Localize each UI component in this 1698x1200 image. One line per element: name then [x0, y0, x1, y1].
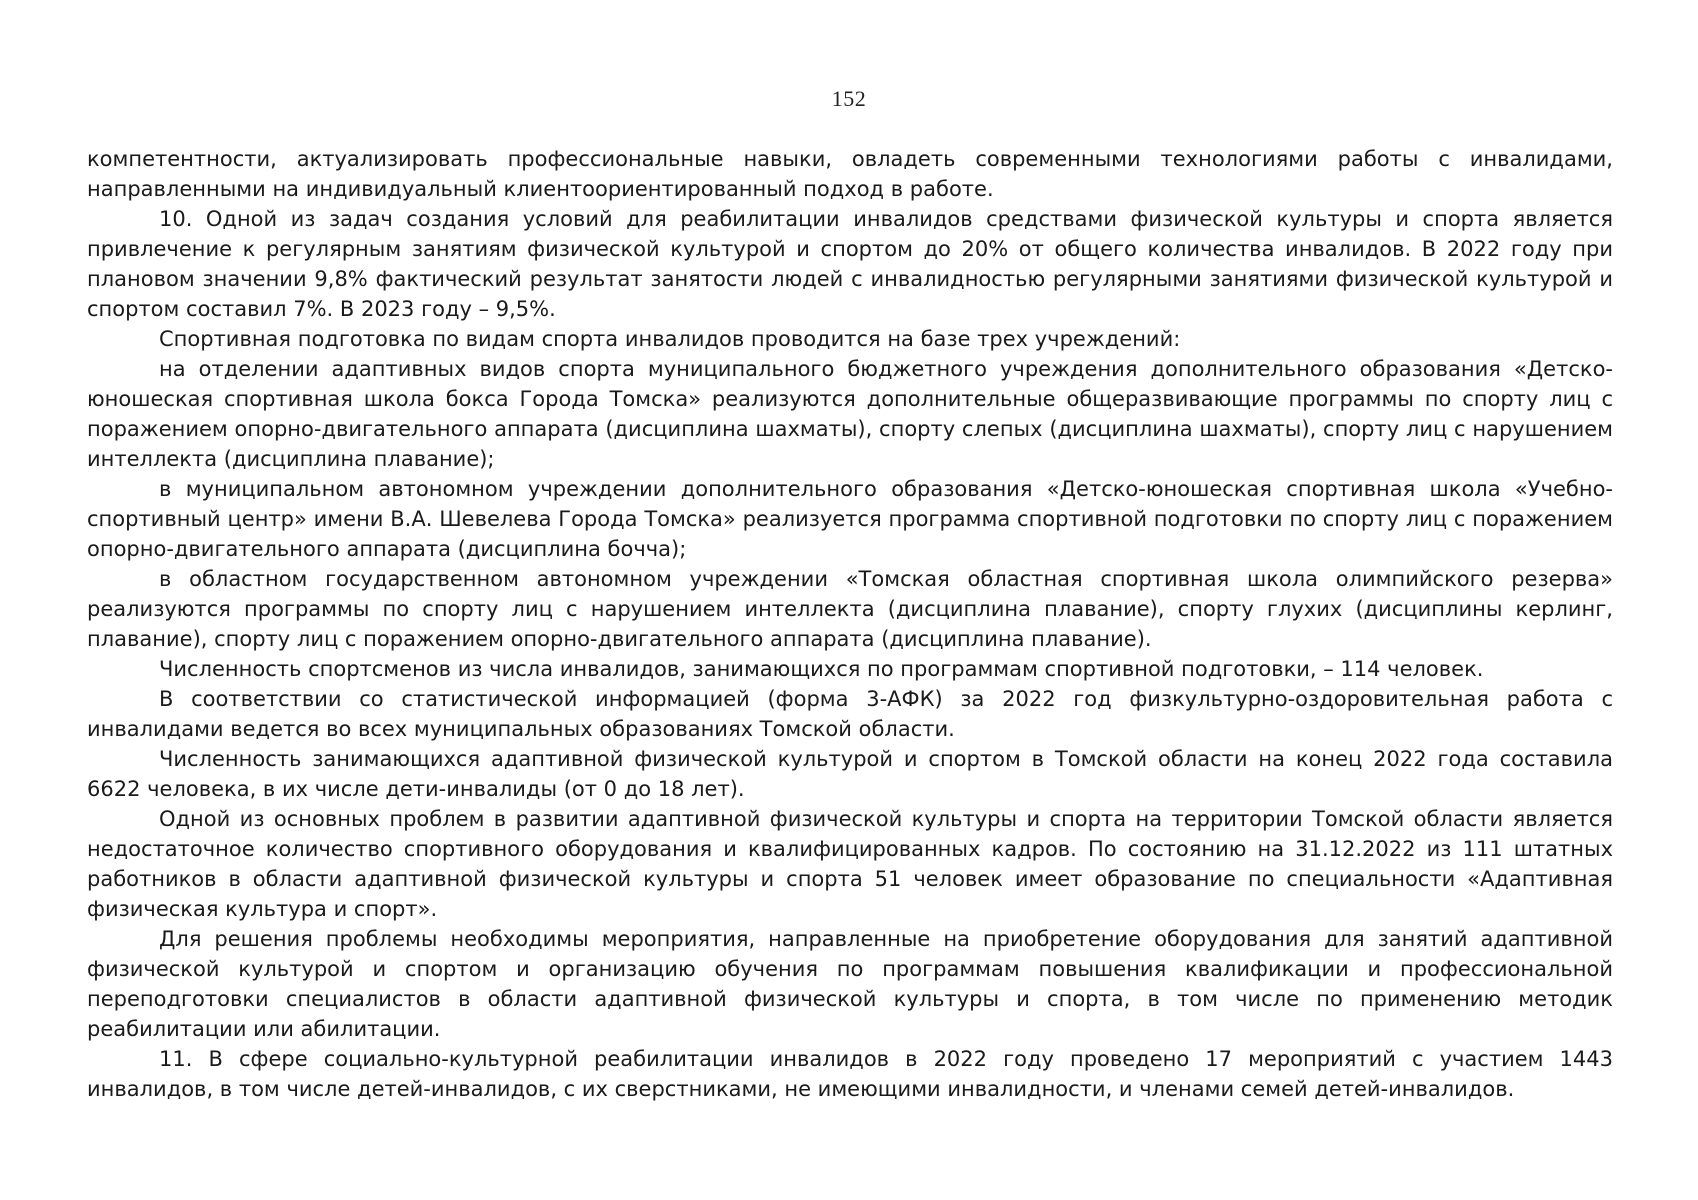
paragraph-athletes-count: Численность спортсменов из числа инвалидов, занимающихся по программам спортивной подготовки, – 114 человек. — [159, 657, 1484, 681]
page-number: 152 — [831, 86, 867, 111]
paragraph-solutions: Для решения проблемы необходимы мероприятия, направленные на приобретение оборудования для занятий адаптивной физической культурой и спортом и организацию обучения по программам повышения квалификации и профессиональной переподготовки специалистов в области адаптивной физической культуры и спорта, в том числе по применению методик реабилитации или абилитации. — [87, 927, 1613, 1041]
paragraph-sport-center-shevelev: в муниципальном автономном учреждении дополнительного образования «Детско-юношеская спортивная школа «Учебно-спортивный центр» имени В.А. Шевелева Города Томска» реализуется программа спортивной подготовки по спорту лиц с поражением опорно-двигательного аппарата (дисциплина бочча); — [87, 477, 1613, 561]
paragraph-item-11: 11. В сфере социально-культурной реабилитации инвалидов в 2022 году проведено 17 мероприятий с участием 1443 инвалидов, в том числе детей-инвалидов, с их сверстниками, не имеющими инвалидности, и членами семей детей-инвалидов. — [87, 1047, 1613, 1101]
paragraph-sport-training-intro: Спортивная подготовка по видам спорта инвалидов проводится на базе трех учреждений: — [159, 327, 1181, 351]
paragraph-boxing-school: на отделении адаптивных видов спорта муниципального бюджетного учреждения дополнительного образования «Детско-юношеская спортивная школа бокса Города Томска» реализуются дополнительные общеразвивающие программы по спорту лиц с поражением опорно-двигательного аппарата (дисциплина шахматы), спорту слепых (дисциплина шахматы), спорту лиц с нарушением интеллекта (дисциплина плавание); — [87, 357, 1613, 471]
paragraph-participants-count: Численность занимающихся адаптивной физической культурой и спортом в Томской области на конец 2022 года составила 6622 человека, в их числе дети-инвалиды (от 0 до 18 лет). — [87, 747, 1613, 801]
paragraph-olympic-reserve-school: в областном государственном автономном учреждении «Томская областная спортивная школа олимпийского резерва» реализуются программы по спорту лиц с нарушением интеллекта (дисциплина плавание), спорту глухих (дисциплины керлинг, плавание), спорту лиц с поражением опорно-двигательного аппарата (дисциплина плавание). — [87, 567, 1613, 651]
paragraph-statistics-3-afk: В соответствии со статистической информацией (форма 3-АФК) за 2022 год физкультурно-оздоровительная работа с инвалидами ведется во всех муниципальных образованиях Томской области. — [87, 687, 1613, 741]
paragraph-continuation: компетентности, актуализировать профессиональные навыки, овладеть современными технологиями работы с инвалидами, направленными на индивидуальный клиентоориентированный подход в работе. — [87, 147, 1613, 201]
paragraph-item-10: 10. Одной из задач создания условий для реабилитации инвалидов средствами физической культуры и спорта является привлечение к регулярным занятиям физической культурой и спортом до 20% от общего количества инвалидов. В 2022 году при плановом значении 9,8% фактический результат занятости людей с инвалидностью регулярными занятиями физической культурой и спортом составил 7%. В 2023 году – 9,5%. — [87, 207, 1613, 321]
paragraph-main-problems: Одной из основных проблем в развитии адаптивной физической культуры и спорта на территории Томской области является недостаточное количество спортивного оборудования и квалифицированных кадров. По состоянию на 31.12.2022 из 111 штатных работников в области адаптивной физической культуры и спорта 51 человек имеет образование по специальности «Адаптивная физическая культура и спорт». — [87, 807, 1613, 921]
document-body — [87, 144, 1613, 1104]
